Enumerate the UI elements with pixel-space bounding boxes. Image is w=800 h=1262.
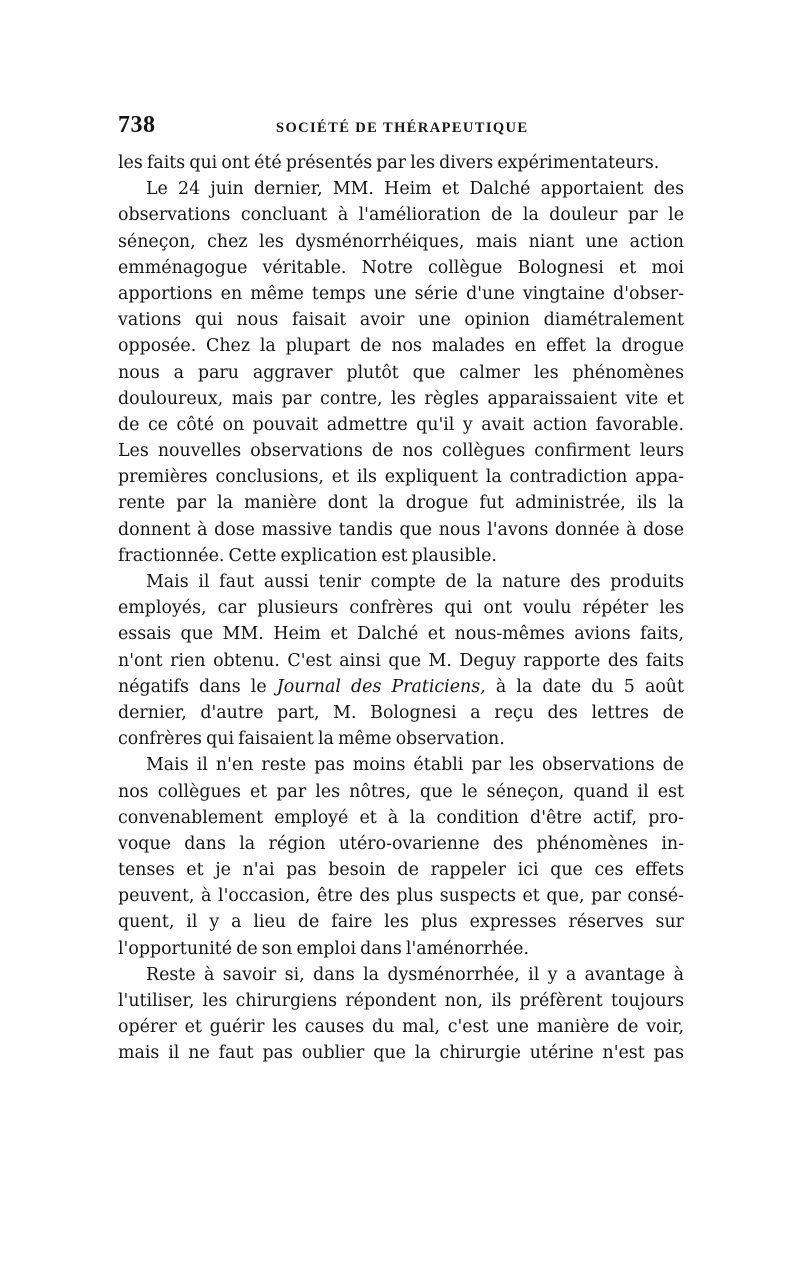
- text-line: rente par la manière dont la drogue fut administrée, ils la: [118, 493, 684, 514]
- page-number: 738: [118, 112, 156, 138]
- text-line: Reste à savoir si, dans la dysménorrhée, il y a avantage à: [146, 964, 684, 985]
- paragraph-2: [118, 176, 684, 569]
- text-line: les faits qui ont été présentés par les divers expérimentateurs.: [118, 153, 660, 173]
- text-line: quent, il y a lieu de faire les plus expresses réserves sur: [118, 912, 684, 933]
- text-line: employés, car plusieurs confrères qui ont voulu répéter les: [118, 598, 684, 619]
- text-line: convenablement employé et à la condition d'être actif, pro-: [118, 807, 684, 828]
- journal-citation-line: [118, 674, 684, 700]
- text-line: Mais il n'en reste pas moins établi par les observations de: [146, 755, 684, 776]
- text-line: douloureux, mais par contre, les règles apparaissaient vite et: [118, 388, 684, 409]
- running-header: [118, 112, 686, 142]
- text-line: de ce côté on pouvait admettre qu'il y avait action favorable.: [118, 414, 684, 435]
- text-line: nos collègues et par les nôtres, que le séneçon, quand il est: [118, 781, 684, 802]
- paragraph-3: [118, 569, 684, 752]
- text-line: Le 24 juin dernier, MM. Heim et Dalché apportaient des: [146, 179, 684, 200]
- body-text: [118, 150, 684, 1067]
- text-line: nous a paru aggraver plutôt que calmer les phénomènes: [118, 362, 684, 383]
- text-line: fractionnée. Cette explication est plausible.: [118, 545, 497, 566]
- text-line: observations concluant à l'amélioration de la douleur par le: [118, 205, 684, 226]
- paragraph-1: [118, 150, 684, 176]
- text-line: opposée. Chez la plupart de nos malades en effet la drogue: [118, 336, 684, 357]
- citation-after: à la date du 5 août: [485, 676, 684, 697]
- text-line: premières conclusions, et ils expliquent la contradiction appa-: [118, 467, 684, 488]
- text-line: voque dans la région utéro-ovarienne des phénomènes in-: [118, 833, 684, 854]
- journal-title: Journal des Praticiens,: [276, 676, 486, 697]
- text-line: peuvent, à l'occasion, être des plus suspects et que, par consé-: [118, 886, 684, 907]
- text-line: Les nouvelles observations de nos collègues confirment leurs: [118, 441, 684, 462]
- text-line: n'ont rien obtenu. C'est ainsi que M. Deguy rapporte des faits: [118, 650, 684, 671]
- paragraph-5: [118, 962, 684, 1067]
- text-line: vations qui nous faisait avoir une opinion diamétralement: [118, 310, 684, 331]
- text-line: l'utiliser, les chirurgiens répondent non, ils préfèrent toujours: [118, 991, 684, 1011]
- text-line: l'opportunité de son emploi dans l'aménorrhée.: [118, 938, 529, 959]
- text-line: tenses et je n'ai pas besoin de rappeler ici que ces effets: [118, 860, 684, 881]
- text-line: apportions en même temps une série d'une vingtaine d'obser-: [118, 283, 684, 304]
- running-title: SOCIÉTÉ DE THÉRAPEUTIQUE: [276, 120, 529, 136]
- text-line: mais il ne faut pas oublier que la chirurgie utérine n'est pas: [118, 1043, 684, 1064]
- paragraph-4: [118, 752, 684, 962]
- text-line: confrères qui faisaient la même observation.: [118, 729, 505, 750]
- text-line: essais que MM. Heim et Dalché et nous-mêmes avions faits,: [118, 624, 684, 645]
- text-line: donnent à dose massive tandis que nous l'avons donnée à dose: [118, 519, 684, 540]
- text-line: Mais il faut aussi tenir compte de la nature des produits: [146, 572, 684, 592]
- text-line: opérer et guérir les causes du mal, c'est une manière de voir,: [118, 1017, 684, 1038]
- text-line: séneçon, chez les dysménorrhéiques, mais niant une action: [118, 231, 684, 252]
- text-line: emménagogue véritable. Notre collègue Bolognesi et moi: [118, 257, 684, 278]
- text-line: dernier, d'autre part, M. Bolognesi a reçu des lettres de: [118, 702, 684, 723]
- citation-before: négatifs dans le: [118, 676, 277, 697]
